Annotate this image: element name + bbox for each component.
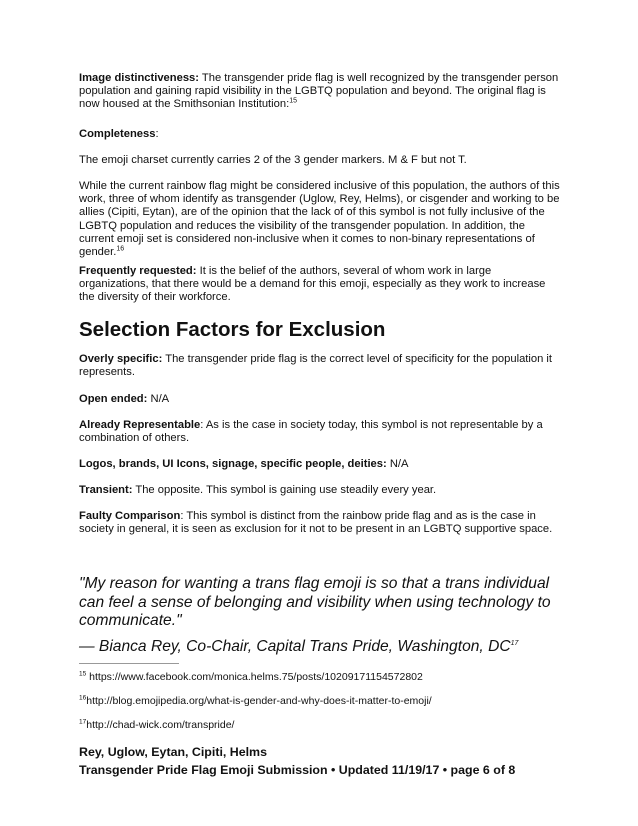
transient-text: The opposite. This symbol is gaining use steadily every year. — [132, 484, 437, 496]
completeness-colon: : — [155, 128, 159, 140]
image-distinctiveness-label: Image distinctiveness: — [79, 72, 199, 84]
quote-attribution — [79, 638, 561, 657]
footer-authors: Rey, Uglow, Eytan, Cipiti, Helms — [79, 745, 267, 759]
completeness-label: Completeness — [79, 128, 156, 140]
logos-paragraph — [79, 458, 561, 471]
open-ended-paragraph — [79, 393, 561, 406]
frequently-requested-text: It is the belief of the authors, several of whom work in large organizations, that there would be a demand for this emoji, especially as they work to increase the diversity of their workforce. — [79, 265, 546, 304]
completeness-paragraph-1: The emoji charset currently carries 2 of the 3 gender markers. M & F but not T. — [79, 154, 467, 166]
footnote-ref-17: 17 — [510, 639, 519, 647]
transient-paragraph — [79, 484, 561, 497]
quote-attribution-text: — Bianca Rey, Co-Chair, Capital Trans Pride, Washington, DC — [79, 638, 511, 655]
footnote-15 — [79, 671, 561, 683]
footnote-ref-16: 16 — [116, 245, 125, 253]
footnote-17-link[interactable]: http://chad-wick.com/transpride/ — [86, 719, 235, 731]
footnote-16-link[interactable]: http://blog.emojipedia.org/what-is-gender-and-why-does-it-matter-to-emoji/ — [86, 695, 432, 707]
overly-specific-label: Overly specific: — [79, 353, 163, 365]
completeness-heading — [79, 128, 561, 141]
open-ended-label: Open ended: — [79, 393, 148, 405]
footnote-ref-15: 15 — [289, 97, 298, 105]
faulty-comparison-paragraph — [79, 510, 561, 536]
faulty-comparison-label: Faulty Comparison — [79, 510, 181, 522]
footnote-divider — [79, 663, 179, 664]
footnote-15-link[interactable]: https://www.facebook.com/monica.helms.75/posts/10209171154572802 — [86, 671, 423, 683]
logos-label: Logos, brands, UI Icons, signage, specific people, deities: — [79, 458, 387, 470]
pull-quote: "My reason for wanting a trans flag emoji is so that a trans individual can feel a sense of belonging and visibility when using technology to communicate." — [79, 575, 551, 629]
completeness-paragraph-2 — [79, 180, 561, 259]
already-representable-label: Already Representable — [79, 419, 201, 431]
transient-label: Transient: — [79, 484, 133, 496]
section-heading: Selection Factors for Exclusion — [79, 318, 386, 341]
footnote-16-number: 16 — [79, 694, 87, 702]
footnote-17 — [79, 719, 561, 731]
footnote-16 — [79, 695, 561, 707]
footnote-17-number: 17 — [79, 718, 87, 726]
already-representable-text: : As is the case in society today, this symbol is not representable by a combination of others. — [79, 419, 543, 445]
frequently-requested-paragraph — [79, 265, 561, 305]
image-distinctiveness-paragraph — [79, 72, 561, 112]
faulty-comparison-text: : This symbol is distinct from the rainbow pride flag and as is the case in society in general, it is seen as exclusion for it not to be present in an LGBTQ supportive space. — [79, 510, 553, 536]
image-distinctiveness-text: The transgender pride flag is well recognized by the transgender person population and gaining rapid visibility in the LGBTQ population and beyond. The original flag is now housed at the Smithsonian Institution: — [79, 72, 559, 111]
overly-specific-paragraph — [79, 353, 561, 379]
logos-text: N/A — [386, 458, 409, 470]
open-ended-text: N/A — [147, 393, 170, 405]
footnote-15-number: 15 — [79, 670, 87, 678]
already-representable-paragraph — [79, 419, 561, 445]
overly-specific-text: The transgender pride flag is the correct level of specificity for the population it represents. — [79, 353, 553, 379]
footer-submission-line: Transgender Pride Flag Emoji Submission • Updated 11/19/17 • page 6 of 8 — [79, 763, 516, 777]
frequently-requested-label: Frequently requested: — [79, 265, 197, 277]
completeness-paragraph-2-text: While the current rainbow flag might be considered inclusive of this population, the authors of this work, three of whom identify as transgender (Uglow, Rey, Helms), or cisgender and working to be allies (Cipiti, Eytan), are of the opinion that the lack of of this symbol is not fully inclusive of the LGBTQ population and reduces the visibility of the transgender population. In addition, the current emoji set is considered non-inclusive when it comes to non-binary representations of gender. — [79, 180, 560, 259]
